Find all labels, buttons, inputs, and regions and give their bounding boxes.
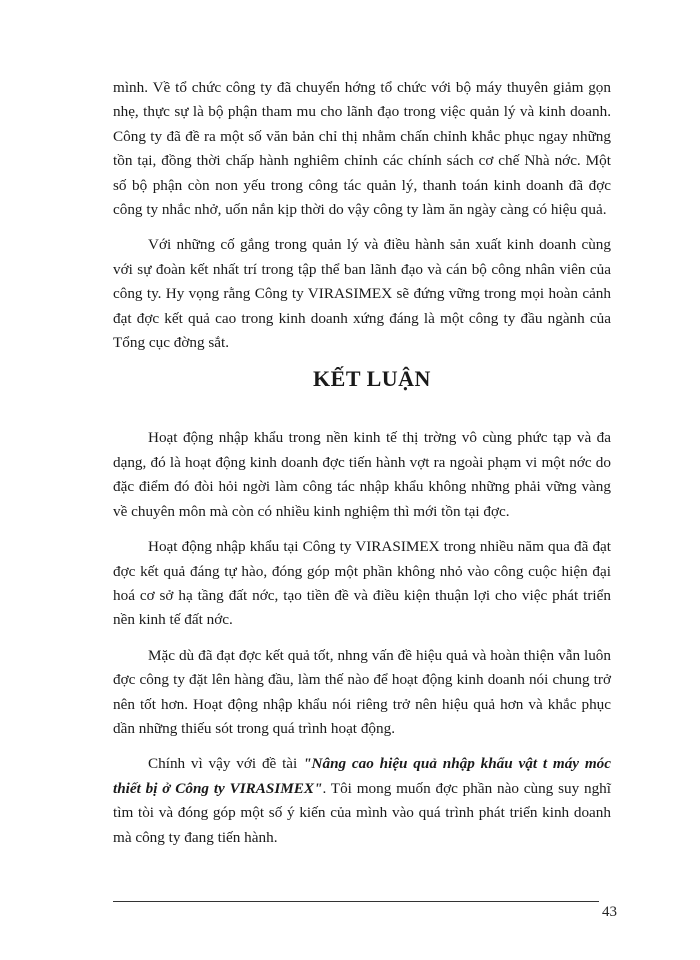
paragraph-efficiency: Mặc dù đã đạt đợc kết quả tốt, nhng vấn đề hiệu quả và hoàn thiện vẫn luôn đợc công ty đặt lên hàng đầu, làm thế nào để hoạt động kinh doanh nói chung trở nên tốt hơn. Hoạt động nhập khẩu nói riêng trở nên hiệu quả hơn và khắc phục dần những thiếu sót trong quá trình hoạt động. [113,646,611,737]
paragraph-topic [113,752,611,850]
paragraph-achievements: Hoạt động nhập khẩu tại Công ty VIRASIMEX trong nhiều năm qua đã đạt đợc kết quả đáng tự hào, đóng góp một phần không nhỏ vào công cuộc hiện đại hoá cơ sở hạ tầng đất nớc, tạo tiền đề và điều kiện thuận lợi cho việc phát triển nền kinh tế đất nớc. [113,538,611,629]
paragraph-import-activity: Hoạt động nhập khẩu trong nền kinh tế thị trờng vô cùng phức tạp và đa dạng, đó là hoạt động kinh doanh đợc tiến hành vợt ra ngoài phạm vi một nớc do đặc điểm đó đòi hỏi ngời làm công tác nhập khẩu không những phải vững vàng về chuyên môn mà còn có nhiều kinh nghiệm thì mới tồn tại đợc. [113,429,611,520]
footer-divider [113,901,599,902]
topic-tail-text: . Tôi mong muốn đợc phần nào cùng suy nghĩ tìm tòi và đóng góp một số ý kiến của mình vào quá trình phát triển kinh doanh mà công ty đang tiến hành. [113,779,611,846]
paragraph-efforts: Với những cố gắng trong quản lý và điều hành sản xuất kinh doanh cùng với sự đoàn kết nhất trí trong tập thể ban lãnh đạo và cán bộ công nhân viên của công ty. Hy vọng rằng Công ty VIRASIMEX sẽ đứng vững trong mọi hoàn cảnh đạt đợc kết quả cao trong kinh doanh xứng đáng là một công ty đầu ngành của Tổng cục đờng sắt. [113,236,611,352]
page-number: 43 [602,904,617,920]
topic-title: "Nâng cao hiệu quả nhập khẩu vật t máy móc thiết bị ở Công ty VIRASIMEX" [113,755,612,797]
section-heading-conclusion: KẾT LUẬN [313,366,431,392]
document-page [113,76,611,861]
paragraph-continuation: mình. Về tổ chức công ty đã chuyển hớng tổ chức với bộ máy thuyên giảm gọn nhẹ, thực sự là bộ phận tham mu cho lãnh đạo trong việc quản lý và kinh doanh. Công ty đã đề ra một số văn bản chỉ thị nhằm chấn chỉnh khắc phục ngay những tồn tại, đồng thời chấp hành nghiêm chỉnh các chính sách cơ chế Nhà nớc. Một số bộ phận còn non yếu trong công tác quản lý, thanh toán kinh doanh đã đợc công ty nhắc nhở, uốn nắn kịp thời do vậy công ty làm ăn ngày càng có hiệu quả. [113,79,611,219]
topic-lead-text: Chính vì vậy với đề tài [148,755,304,773]
